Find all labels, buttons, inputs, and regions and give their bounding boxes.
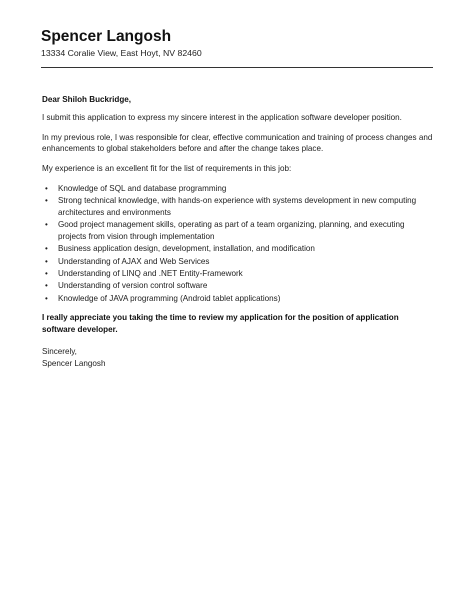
salutation: Dear Shiloh Buckridge,	[42, 95, 132, 104]
bullet-icon: •	[45, 220, 48, 230]
letter-header	[41, 28, 432, 59]
closing-paragraph: I really appreciate you taking the time to review my application for the position of application software developer.	[42, 313, 399, 335]
list-item	[42, 195, 434, 219]
bullet-icon: •	[45, 183, 48, 193]
list-item	[42, 293, 434, 305]
sender-address: 13334 Coralie View, East Hoyt, NV 82460	[41, 48, 202, 58]
list-item-text: Good project management skills, operating as part of a team organizing, planning, and executing projects from vision through implementation	[58, 220, 405, 242]
list-item-text: Business application design, development, installation, and modification	[58, 244, 315, 254]
list-item	[42, 268, 434, 280]
bullet-icon: •	[45, 256, 48, 266]
list-item	[42, 256, 434, 268]
list-item	[42, 243, 434, 255]
list-item	[42, 219, 434, 243]
list-item-text: Strong technical knowledge, with hands-on experience with systems development in new computing architectures and environments	[58, 196, 417, 218]
bullet-icon: •	[45, 293, 48, 303]
header-divider	[41, 67, 433, 68]
bullet-icon: •	[45, 269, 48, 279]
list-item-text: Knowledge of SQL and database programming	[58, 183, 227, 193]
signoff: Sincerely,	[42, 347, 77, 357]
intro-paragraph: I submit this application to express my sincere interest in the application software developer position.	[42, 112, 402, 122]
requirements-list	[42, 183, 434, 304]
signature-name: Spencer Langosh	[42, 358, 106, 368]
previous-role-paragraph: In my previous role, I was responsible for clear, effective communication and training of process changes and enhancements to global stakeholders before and after the change takes place.	[42, 132, 433, 154]
list-item-text: Understanding of AJAX and Web Services	[58, 256, 210, 266]
list-item	[42, 183, 434, 195]
bullet-icon: •	[45, 196, 48, 206]
list-item-text: Understanding of version control software	[58, 281, 208, 291]
requirements-intro: My experience is an excellent fit for the list of requirements in this job:	[42, 164, 292, 174]
list-item	[42, 280, 434, 292]
list-item-text: Understanding of LINQ and .NET Entity-Framework	[58, 269, 243, 279]
letter-body	[42, 94, 434, 370]
sender-name: Spencer Langosh	[41, 28, 172, 45]
list-item-text: Knowledge of JAVA programming (Android tablet applications)	[58, 293, 281, 303]
bullet-icon: •	[45, 281, 48, 291]
bullet-icon: •	[45, 244, 48, 254]
